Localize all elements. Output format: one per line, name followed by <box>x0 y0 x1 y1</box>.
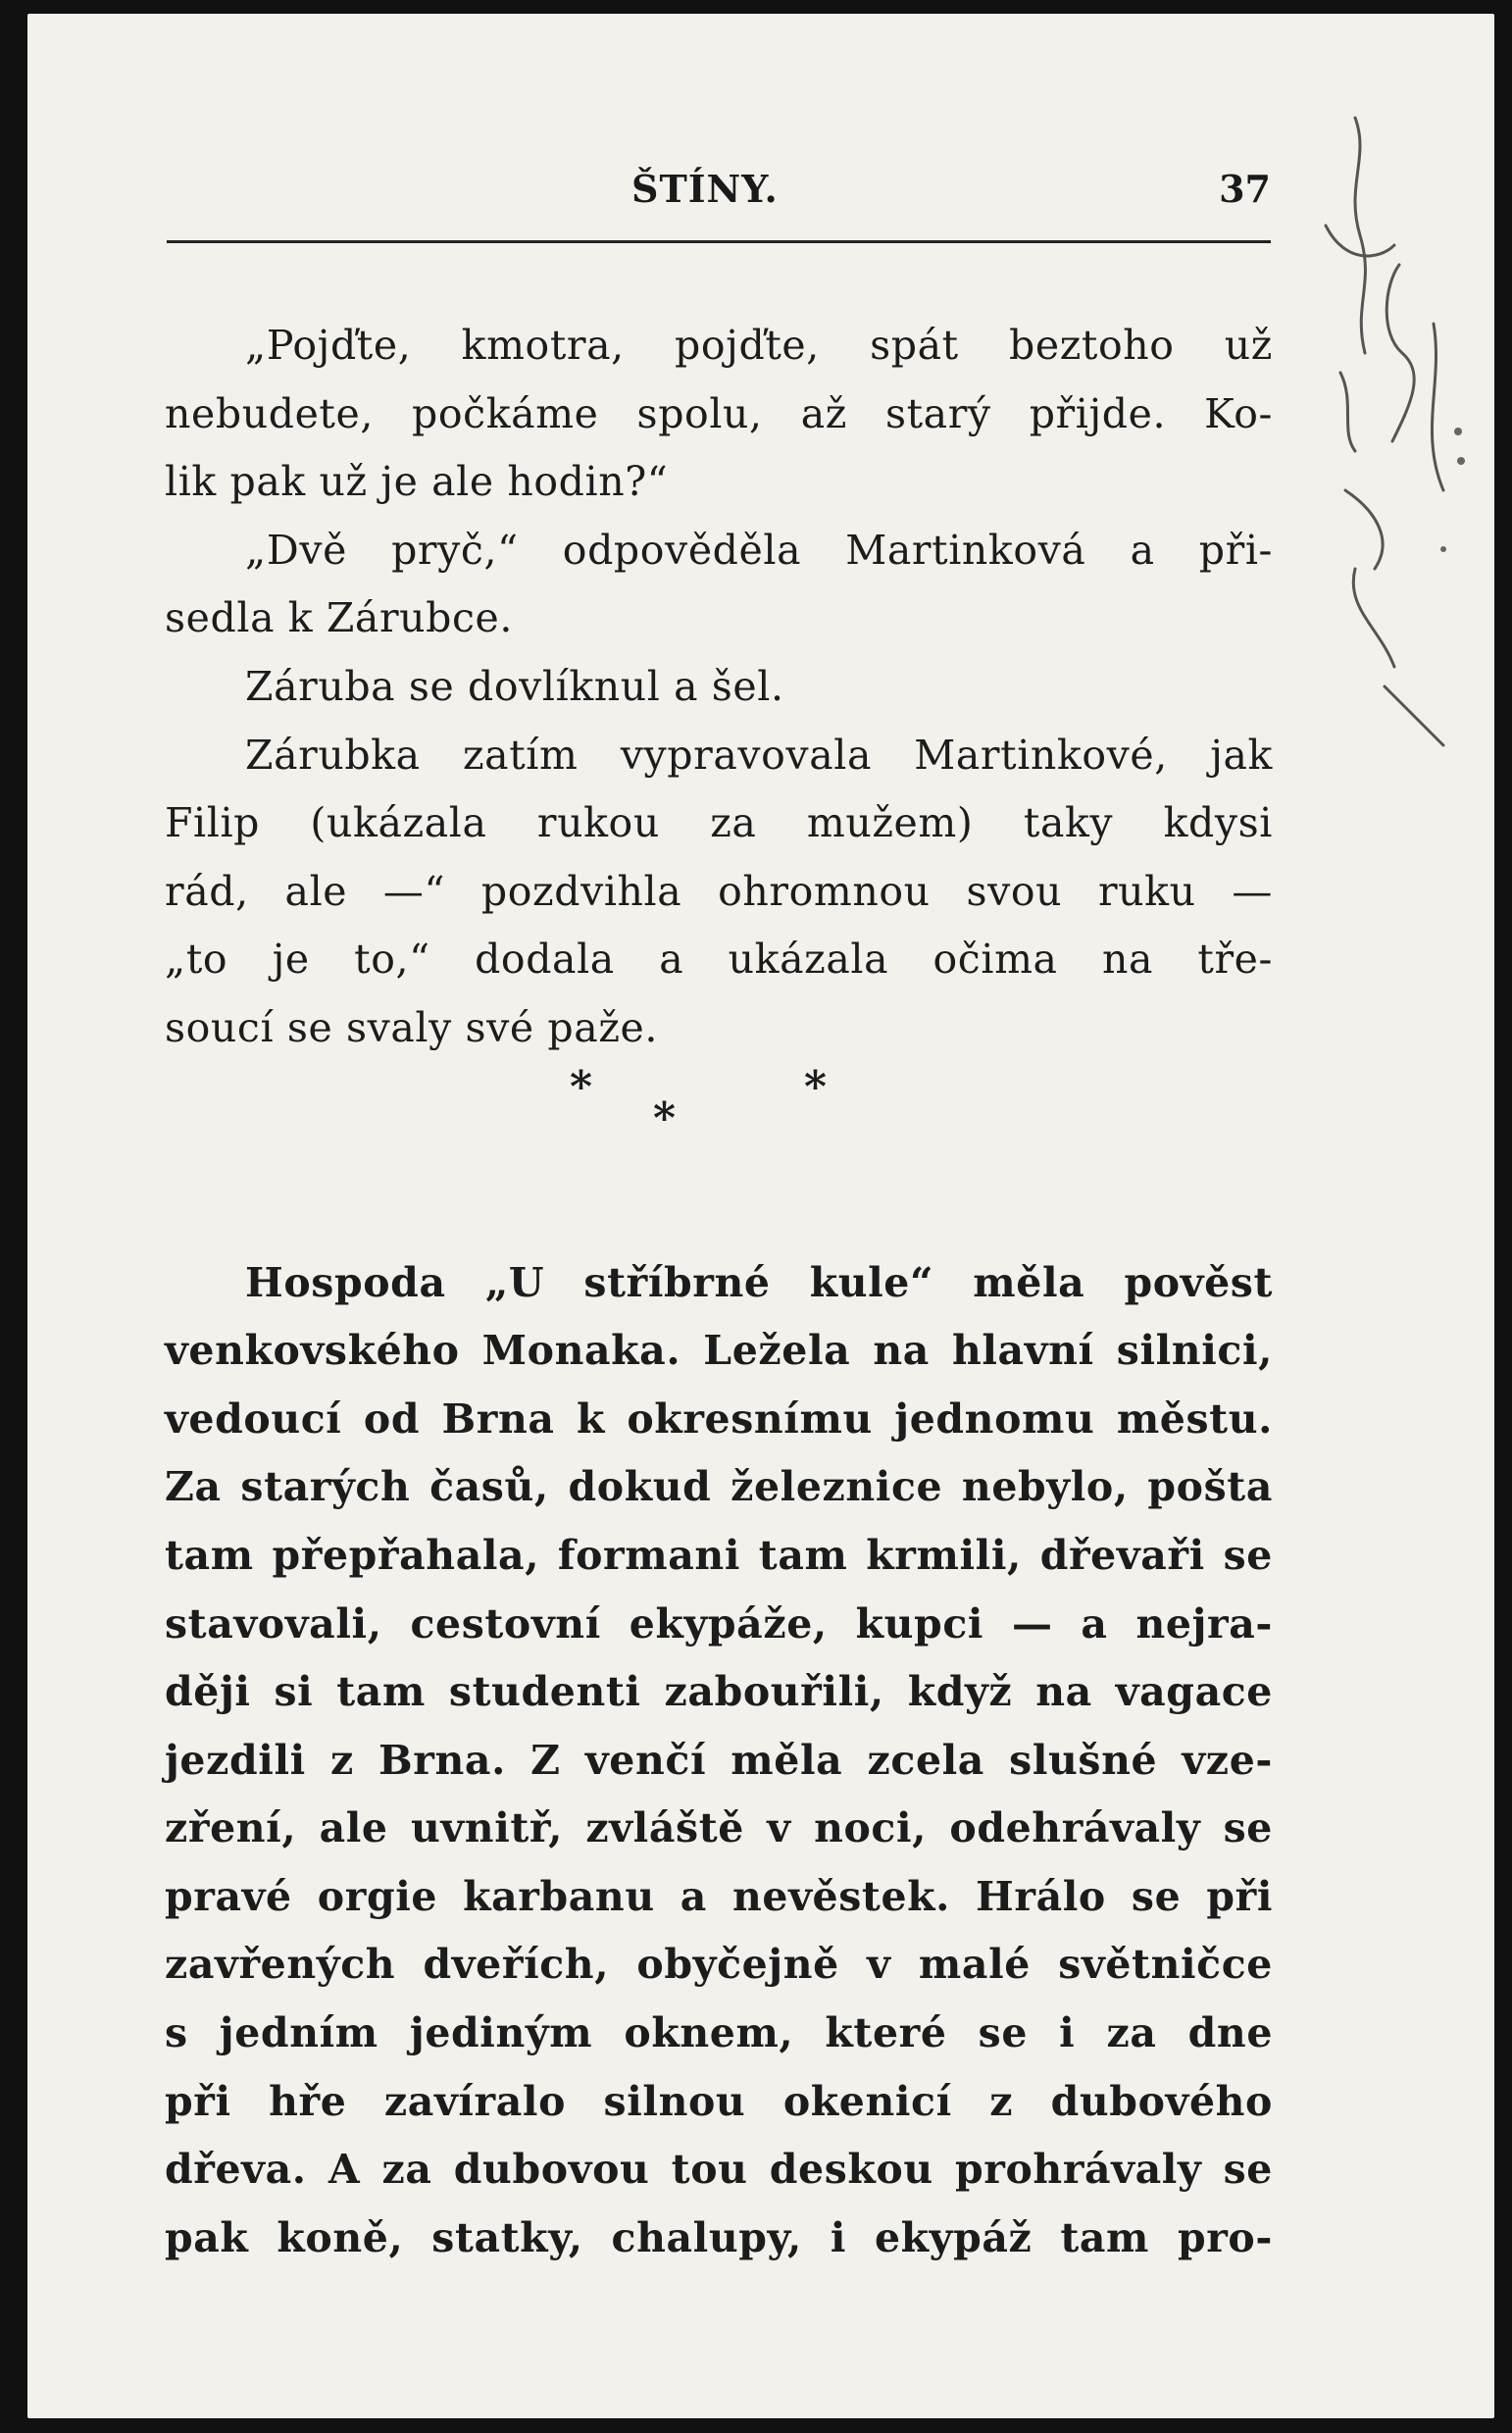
text-line: stavovali, cestovní ekypáže, kupci — a nejra- <box>165 1599 1273 1647</box>
text-line: dřeva. A za dubovou tou deskou prohrávaly se <box>165 2146 1273 2194</box>
asterism-star: * <box>653 1092 677 1143</box>
text-line: Zárubka zatím vypravovala Martinkové, jak <box>245 731 1273 779</box>
text-line: pravé orgie karbanu a nevěstek. Hrálo se při <box>165 1872 1273 1920</box>
text-line: „Pojďte, kmotra, pojďte, spát beztoho už <box>245 322 1273 369</box>
asterism-star: * <box>570 1061 593 1112</box>
text-line: vedoucí od Brna k okresnímu jednomu městu. <box>165 1394 1273 1443</box>
text-line: soucí se svaly své paže. <box>165 1003 659 1051</box>
page-header <box>163 167 1271 237</box>
text-line: nebudete, počkáme spolu, až starý přijde. Ko- <box>165 389 1273 437</box>
text-line: „Dvě pryč,“ odpověděla Martinková a při- <box>245 526 1273 574</box>
header-rule <box>167 240 1271 243</box>
text-line: při hře zavíralo silnou okenicí z dubového <box>165 2077 1273 2125</box>
text-line: s jedním jediným oknem, které se i za dne <box>165 2009 1273 2057</box>
text-line: Za starých časů, dokud železnice nebylo, pošta <box>165 1463 1273 1511</box>
handwritten-margin-notes <box>1286 78 1512 765</box>
text-line: Záruba se dovlíknul a šel. <box>245 662 784 710</box>
text-line: zavřených dveřích, obyčejně v malé světničce <box>165 1941 1273 1989</box>
text-line: pak koně, statky, chalupy, i ekypáž tam pro- <box>165 2213 1273 2261</box>
text-line: zření, ale uvnitř, zvláště v noci, odehrávaly se <box>165 1804 1273 1852</box>
text-line: Filip (ukázala rukou za mužem) taky kdysi <box>165 799 1273 847</box>
text-line: rád, ale —“ pozdvihla ohromnou svou ruku — <box>165 867 1273 915</box>
body-text <box>165 312 1273 2272</box>
text-line: „to je to,“ dodala a ukázala očima na tře- <box>165 936 1273 984</box>
text-line: ději si tam studenti zabouřili, když na vagace <box>165 1668 1273 1716</box>
text-line: Hospoda „U stříbrné kule“ měla pověst <box>245 1258 1273 1306</box>
text-line: venkovského Monaka. Ležela na hlavní silnici, <box>165 1327 1273 1375</box>
asterism-star: * <box>804 1061 828 1112</box>
text-line: tam přepřahala, formani tam krmili, dřevaři se <box>165 1531 1273 1579</box>
running-title: ŠTÍNY. <box>631 167 779 211</box>
text-line: jezdili z Brna. Z venčí měla zcela slušné vze- <box>165 1736 1273 1784</box>
text-line: sedla k Zárubce. <box>165 594 514 642</box>
page-number: 37 <box>1219 167 1271 211</box>
text-line: lik pak už je ale hodin?“ <box>165 458 669 506</box>
section-break-asterism <box>165 1063 1273 1249</box>
